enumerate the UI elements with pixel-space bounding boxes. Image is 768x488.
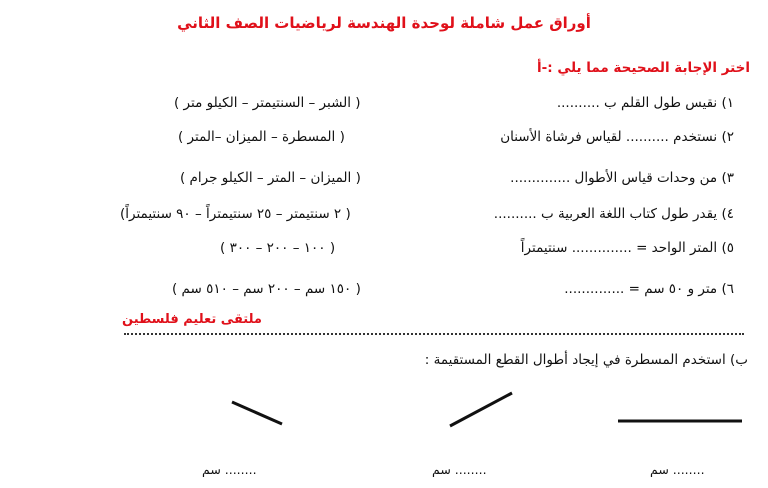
answer-blank-2: ........ سم xyxy=(432,462,487,477)
answer-blank-1: ........ سم xyxy=(202,462,257,477)
options-2: ( المسطرة – الميزان –المتر ) xyxy=(178,129,345,145)
question-6: ٦) متر و ٥٠ سم = .............. xyxy=(564,281,734,297)
options-5: ( ١٠٠ – ٢٠٠ – ٣٠٠ ) xyxy=(220,240,336,256)
options-6: ( ١٥٠ سم – ٢٠٠ سم – ٥١٠ سم ) xyxy=(172,281,361,297)
part-b-heading: ب) استخدم المسطرة في إيجاد أطوال القطع المستقيمة : xyxy=(424,352,748,368)
segment-1 xyxy=(232,402,282,424)
question-3: ٣) من وحدات قياس الأطوال .............. xyxy=(510,170,734,186)
options-4: ( ٢ سنتيمتر – ٢٥ سنتيمتراً – ٩٠ سنتيمتراً) xyxy=(120,206,351,222)
page-title: أوراق عمل شاملة لوحدة الهندسة لرياضيات الصف الثاني xyxy=(177,14,591,32)
question-1: ١) نقيس طول القلم ب .......... xyxy=(556,95,734,111)
segment-2 xyxy=(450,393,512,426)
question-4: ٤) يقدر طول كتاب اللغة العربية ب .......... xyxy=(493,206,734,222)
instruction-heading: اختر الإجابة الصحيحة مما يلي :-أ xyxy=(536,60,750,76)
brand-label: ملتقى تعليم فلسطين xyxy=(122,312,262,327)
options-3: ( الميزان – المتر – الكيلو جرام ) xyxy=(180,170,361,186)
answer-blank-3: ........ سم xyxy=(650,462,705,477)
question-5: ٥) المتر الواحد = .............. سنتيمتراً xyxy=(520,240,734,256)
question-2: ٢) نستخدم .......... لقياس فرشاة الأسنان xyxy=(500,129,734,145)
options-1: ( الشبر – السنتيمتر – الكيلو متر ) xyxy=(174,95,361,111)
